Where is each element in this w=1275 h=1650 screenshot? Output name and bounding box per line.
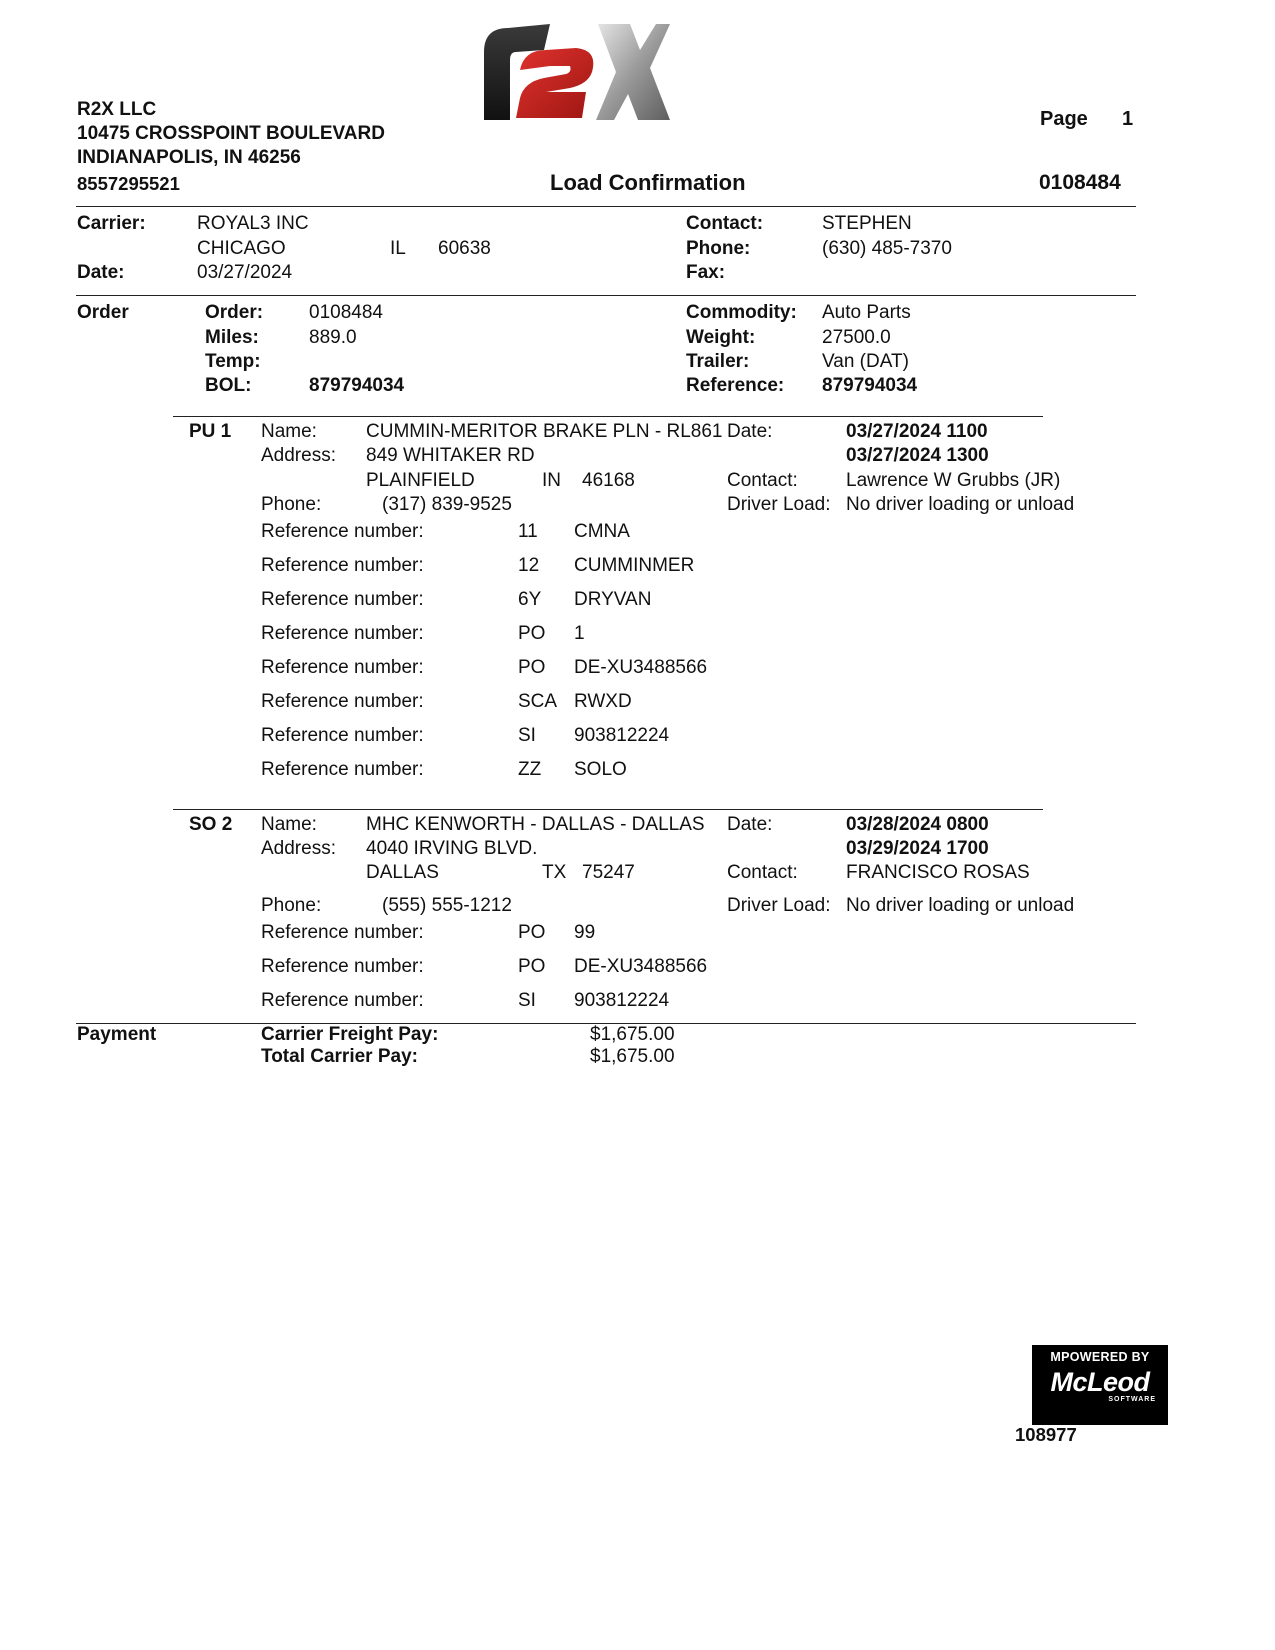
order-label: Order: xyxy=(205,302,264,323)
carrier-label: Carrier: xyxy=(77,213,146,234)
document-number: 0108484 xyxy=(1039,171,1121,194)
commodity-label: Commodity: xyxy=(686,302,797,323)
reference-label: Reference: xyxy=(686,375,785,396)
stop-address: 4040 IRVING BLVD. xyxy=(366,838,538,859)
carrier-fax-label: Fax: xyxy=(686,262,726,283)
stop-code: SO 2 xyxy=(189,814,233,835)
carrier-state: IL xyxy=(390,238,406,259)
carrier-phone-label: Phone: xyxy=(686,238,751,259)
document-title: Load Confirmation xyxy=(550,170,746,195)
stop-divider xyxy=(173,416,1043,417)
reference-value: DRYVAN xyxy=(574,589,652,610)
reference-label: Reference number: xyxy=(261,990,424,1011)
stop-driver-load-label: Driver Load: xyxy=(727,895,831,916)
reference-label: Reference number: xyxy=(261,759,424,780)
stop-code: PU 1 xyxy=(189,421,232,442)
reference-label: Reference number: xyxy=(261,623,424,644)
stop-city: DALLAS xyxy=(366,862,439,883)
stop-date-start: 03/27/2024 1100 xyxy=(846,421,988,442)
stop-city: PLAINFIELD xyxy=(366,470,475,491)
stop-zip: 46168 xyxy=(582,470,635,491)
bol-value: 879794034 xyxy=(309,375,405,396)
weight-label: Weight: xyxy=(686,327,756,348)
stop-driver-load: No driver loading or unload xyxy=(846,494,1075,515)
reference-qualifier: SI xyxy=(518,725,536,746)
stop-name: CUMMIN-MERITOR BRAKE PLN - RL861 xyxy=(366,421,723,442)
stop-driver-load-label: Driver Load: xyxy=(727,494,831,515)
bol-label: BOL: xyxy=(205,375,252,396)
stop-date-end: 03/27/2024 1300 xyxy=(846,445,989,466)
reference-value: 99 xyxy=(574,922,596,943)
stop-date-start: 03/28/2024 0800 xyxy=(846,814,989,835)
stop-contact-label: Contact: xyxy=(727,862,798,883)
payment-section-label: Payment xyxy=(77,1024,157,1045)
miles-value: 889.0 xyxy=(309,327,357,348)
stop-date-label: Date: xyxy=(727,421,773,442)
carrier-freight-pay-label: Carrier Freight Pay: xyxy=(261,1024,439,1045)
carrier-date-label: Date: xyxy=(77,262,125,283)
reference-value: CMNA xyxy=(574,521,630,542)
stop-phone-label: Phone: xyxy=(261,895,322,916)
divider xyxy=(76,295,1136,296)
carrier-name: ROYAL3 INC xyxy=(197,213,309,234)
carrier-contact-label: Contact: xyxy=(686,213,764,234)
stop-name: MHC KENWORTH - DALLAS - DALLAS xyxy=(366,814,705,835)
order-number: 0108484 xyxy=(309,302,383,323)
reference-value: 903812224 xyxy=(574,990,670,1011)
reference-value: 903812224 xyxy=(574,725,670,746)
miles-label: Miles: xyxy=(205,327,259,348)
reference-qualifier: 6Y xyxy=(518,589,542,610)
company-name: R2X LLC xyxy=(77,99,157,120)
company-address-line2: INDIANAPOLIS, IN 46256 xyxy=(77,147,301,168)
r2x-logo-graphic xyxy=(480,20,672,122)
carrier-contact: STEPHEN xyxy=(822,213,912,234)
reference-value: DE-XU3488566 xyxy=(574,657,708,678)
stop-name-label: Name: xyxy=(261,814,317,835)
temp-label: Temp: xyxy=(205,351,261,372)
total-carrier-pay-value: $1,675.00 xyxy=(590,1046,675,1067)
reference-qualifier: PO xyxy=(518,956,546,977)
order-section-label: Order xyxy=(77,302,129,323)
reference-label: Reference number: xyxy=(261,922,424,943)
company-address-line1: 10475 CROSSPOINT BOULEVARD xyxy=(77,123,385,144)
stop-state: IN xyxy=(542,470,561,491)
reference-value: DE-XU3488566 xyxy=(574,956,708,977)
mcleod-software-text: SOFTWARE xyxy=(1108,1396,1156,1403)
stop-contact: Lawrence W Grubbs (JR) xyxy=(846,470,1061,491)
divider xyxy=(76,206,1136,207)
trailer-label: Trailer: xyxy=(686,351,750,372)
reference-value: 879794034 xyxy=(822,375,918,396)
stop-contact: FRANCISCO ROSAS xyxy=(846,862,1030,883)
stop-address-label: Address: xyxy=(261,445,336,466)
mcleod-badge xyxy=(1032,1345,1168,1425)
reference-qualifier: ZZ xyxy=(518,759,542,780)
stop-zip: 75247 xyxy=(582,862,635,883)
reference-label: Reference number: xyxy=(261,521,424,542)
carrier-city: CHICAGO xyxy=(197,238,286,259)
reference-label: Reference number: xyxy=(261,657,424,678)
stop-state: TX xyxy=(542,862,567,883)
reference-label: Reference number: xyxy=(261,555,424,576)
stop-driver-load: No driver loading or unload xyxy=(846,895,1075,916)
stop-phone: (555) 555-1212 xyxy=(382,895,512,916)
carrier-date: 03/27/2024 xyxy=(197,262,293,283)
stop-address-label: Address: xyxy=(261,838,336,859)
trailer-value: Van (DAT) xyxy=(822,351,909,372)
stop-date-label: Date: xyxy=(727,814,773,835)
carrier-freight-pay-value: $1,675.00 xyxy=(590,1024,675,1045)
reference-qualifier: SCA xyxy=(518,691,558,712)
footer-code: 108977 xyxy=(1015,1424,1077,1445)
stop-phone: (317) 839-9525 xyxy=(382,494,512,515)
carrier-phone: (630) 485-7370 xyxy=(822,238,952,259)
reference-label: Reference number: xyxy=(261,589,424,610)
reference-value: CUMMINMER xyxy=(574,555,695,576)
powered-by-text: MPOWERED BY xyxy=(1050,1350,1150,1364)
stop-divider xyxy=(173,809,1043,810)
reference-value: 1 xyxy=(574,623,585,644)
reference-label: Reference number: xyxy=(261,956,424,977)
total-carrier-pay-label: Total Carrier Pay: xyxy=(261,1046,418,1067)
reference-label: Reference number: xyxy=(261,691,424,712)
stop-address: 849 WHITAKER RD xyxy=(366,445,535,466)
company-phone: 8557295521 xyxy=(77,173,180,194)
reference-qualifier: PO xyxy=(518,657,546,678)
r2x-logo xyxy=(480,20,672,122)
commodity-value: Auto Parts xyxy=(822,302,911,323)
reference-value: RWXD xyxy=(574,691,632,712)
reference-qualifier: 12 xyxy=(518,555,540,576)
stop-date-end: 03/29/2024 1700 xyxy=(846,838,989,859)
reference-qualifier: 11 xyxy=(518,521,538,542)
reference-qualifier: PO xyxy=(518,623,546,644)
carrier-zip: 60638 xyxy=(438,238,491,259)
stop-phone-label: Phone: xyxy=(261,494,322,515)
mcleod-brand-text: McLeod xyxy=(1050,1367,1150,1397)
reference-qualifier: SI xyxy=(518,990,536,1011)
stop-name-label: Name: xyxy=(261,421,317,442)
reference-label: Reference number: xyxy=(261,725,424,746)
page-number: 1 xyxy=(1122,108,1134,130)
reference-value: SOLO xyxy=(574,759,627,780)
page-label: Page xyxy=(1040,108,1088,130)
reference-qualifier: PO xyxy=(518,922,546,943)
stop-contact-label: Contact: xyxy=(727,470,798,491)
weight-value: 27500.0 xyxy=(822,327,891,348)
